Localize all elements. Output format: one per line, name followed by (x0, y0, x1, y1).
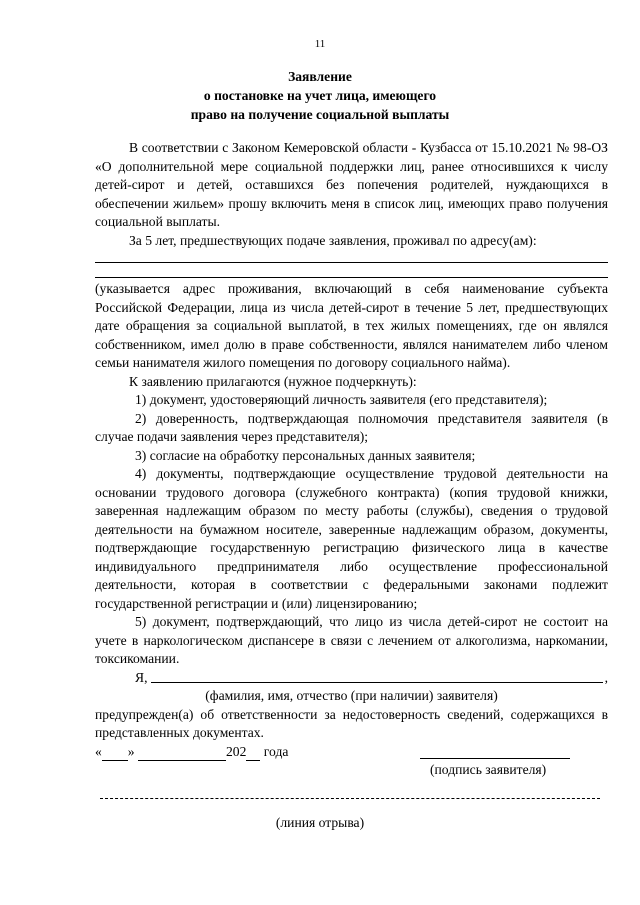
attachment-item-1: 1) документ, удостоверяющий личность заявителя (его представителя); (135, 392, 548, 407)
attachment-item-4: 4) документы, подтверждающие осуществление трудовой деятельности на основании трудового договора (служебного контракта) (копия трудовой книжки, заверенная надлежащим образом по месту работы (службы), сведения о трудовой деятельности на бумажном носителе, заверенные надлежащим образом, документы, подтверждающие государственную регистрацию физического лица в качестве индивидуального предпринимателя либо осуществление профессиональной деятельности, которая в соответствии с федеральными законами подлежит государственной регистрации и (или) лицензированию; (95, 466, 608, 611)
applicant-name-blank[interactable] (151, 681, 602, 683)
warning-paragraph: предупрежден(а) об ответственности за недостоверность сведений, содержащихся в представленных документах. (95, 706, 608, 740)
page-number: 11 (314, 38, 326, 50)
signature-blank[interactable] (420, 758, 570, 759)
year-blank[interactable] (246, 744, 260, 761)
tear-off-label: (линия отрыва) (275, 815, 365, 830)
applicant-name-row (95, 669, 608, 688)
attachments-lead: К заявлению прилагаются (нужное подчеркнуть): (129, 373, 417, 389)
attachment-item-3: 3) согласие на обработку персональных данных заявителя; (135, 447, 476, 463)
title-line-3: право на получение социальной выплаты (190, 107, 450, 122)
date-open-quote: « (95, 744, 102, 759)
document-body (95, 139, 608, 743)
attachment-item-2: 2) доверенность, подтверждающая полномочия представителя заявителя (в случае подачи заявления через представителя); (95, 410, 608, 444)
tear-off-line (100, 798, 600, 799)
title-line-1: Заявление (288, 69, 352, 84)
address-blank-line[interactable] (95, 250, 608, 263)
document-title (0, 67, 640, 124)
address-note: (указывается адрес проживания, включающий в себя наименование субъекта Российской Федерации, лица из числа детей-сирот в течение 5 лет, предшествующих дате обращения за социальной выплатой, в тех жилых помещениях, где он являлся собственником, имел долю в праве собственности, являлся нанимателем либо членом семьи нанимателя жилого помещения по договору социального найма). (95, 281, 608, 370)
year-prefix: 202 (226, 744, 247, 759)
fio-label: (фамилия, имя, отчество (при наличии) заявителя) (205, 688, 498, 703)
month-blank[interactable] (138, 744, 226, 761)
intro-paragraph: В соответствии с Законом Кемеровской области - Кузбасса от 15.10.2021 № 98-ОЗ «О дополнительной мере социальной поддержки лиц, ранее относившихся к числу детей-сирот и детей, оставшихся без попечения родителей, нуждающихся в обеспечении жильем» прошу включить меня в список лиц, имеющих право получения социальной выплаты. (95, 140, 608, 229)
address-lead: За 5 лет, предшествующих подаче заявления, проживал по адресу(ам): (129, 232, 537, 248)
year-word: года (263, 744, 289, 759)
attachment-item-5: 5) документ, подтверждающий, что лицо из числа детей-сирот не состоит на учете в наркологическом диспансере в связи с лечением от алкоголизма, наркомании, токсикомании. (95, 614, 608, 666)
address-blank-line[interactable] (95, 265, 608, 278)
i-suffix: , (604, 669, 608, 685)
signature-label: (подпись заявителя) (430, 762, 547, 777)
day-blank[interactable] (102, 744, 128, 761)
i-prefix: Я, (135, 669, 148, 685)
date-close-quote: » (127, 744, 135, 759)
title-line-2: о постановке на учет лица, имеющего (203, 88, 437, 103)
